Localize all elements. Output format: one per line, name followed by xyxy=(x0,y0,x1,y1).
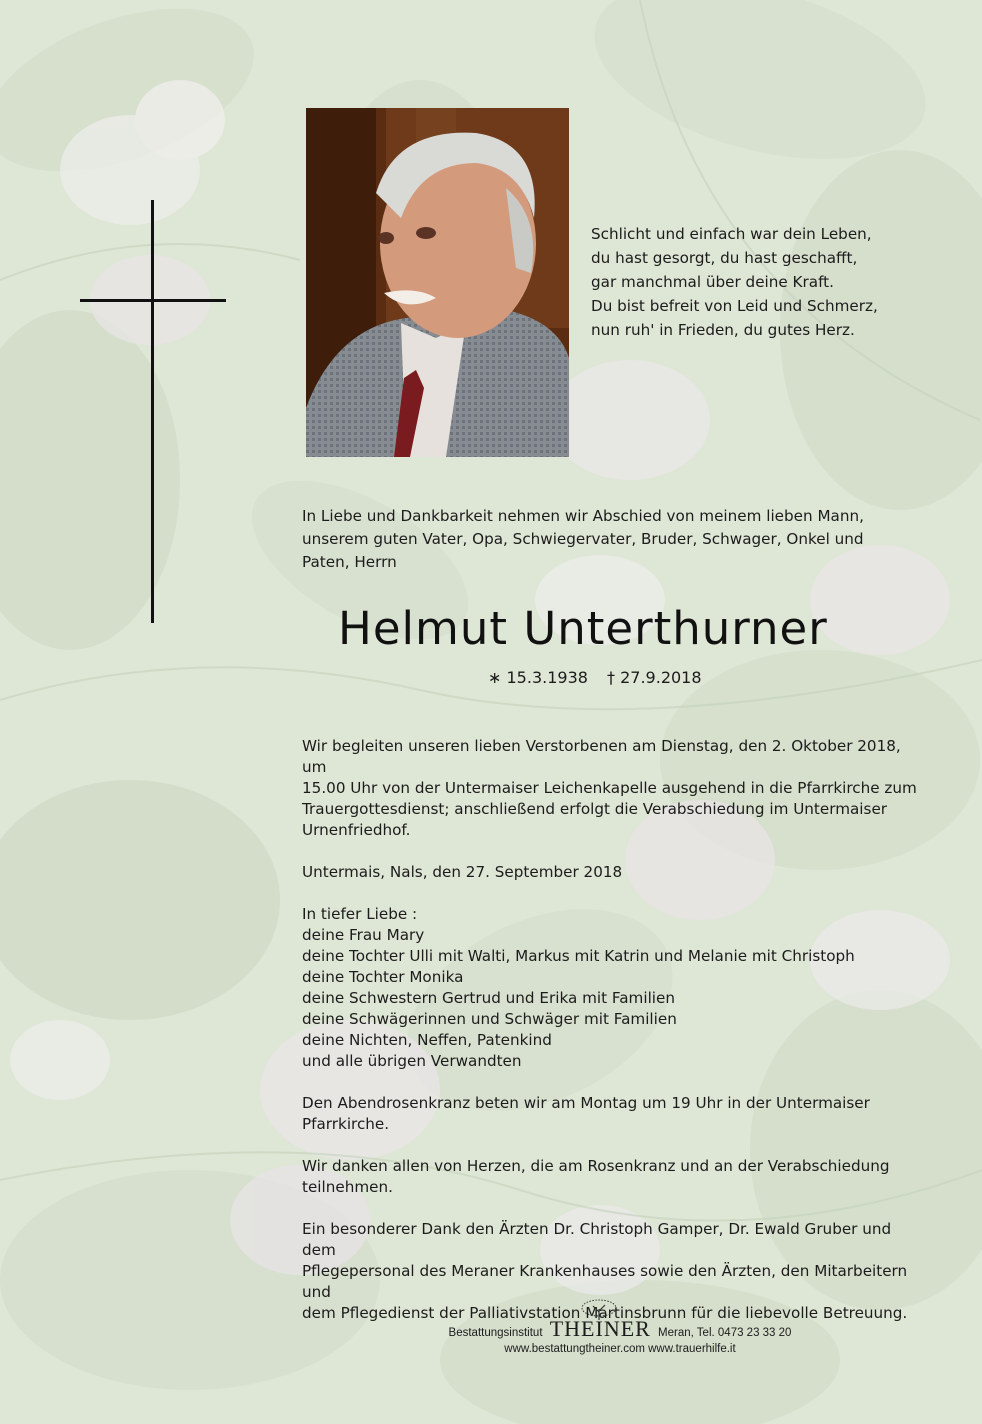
death-date: † 27.9.2018 xyxy=(607,668,702,687)
cross-horizontal-bar xyxy=(80,299,226,302)
mourner-line: deine Frau Mary xyxy=(302,926,425,944)
footer-web-links[interactable]: www.bestattungtheiner.com www.trauerhilfe.it xyxy=(504,1343,736,1355)
rosary-line: Den Abendrosenkranz beten wir am Montag um 19 Uhr in der Untermaiser xyxy=(302,1094,870,1112)
poem-line: nun ruh' in Frieden, du gutes Herz. xyxy=(591,321,855,339)
special-thanks-line: Ein besonderer Dank den Ärzten Dr. Christoph Gamper, Dr. Ewald Gruber und dem xyxy=(302,1220,892,1259)
birth-date: ∗ 15.3.1938 xyxy=(488,668,588,687)
place-date: Untermais, Nals, den 27. September 2018 xyxy=(302,863,623,881)
thanks-line: teilnehmen. xyxy=(302,1178,393,1196)
rosary-line: Pfarrkirche. xyxy=(302,1115,390,1133)
funeral-home-logo: THEINER xyxy=(549,1316,651,1341)
funeral-home-footer xyxy=(440,1298,800,1355)
intro-line: Paten, Herrn xyxy=(302,553,397,571)
funeral-line: Urnenfriedhof. xyxy=(302,821,411,839)
footer-contact: Meran, Tel. 0473 23 33 20 xyxy=(658,1327,792,1339)
intro-text xyxy=(302,505,902,574)
deceased-name: Helmut Unterthurner xyxy=(338,602,828,655)
cross-vertical-bar xyxy=(151,200,154,623)
poem-line: Du bist befreit von Leid und Schmerz, xyxy=(591,297,878,315)
mourner-line: deine Tochter Monika xyxy=(302,968,464,986)
funeral-line: Trauergottesdienst; anschließend erfolgt die Verabschiedung im Untermaiser xyxy=(302,800,888,818)
portrait-photo xyxy=(306,108,569,457)
mourner-line: und alle übrigen Verwandten xyxy=(302,1052,522,1070)
mourner-line: deine Tochter Ulli mit Walti, Markus mit Katrin und Melanie mit Christoph xyxy=(302,947,855,965)
intro-line: unserem guten Vater, Opa, Schwiegervater, Bruder, Schwager, Onkel und xyxy=(302,530,864,548)
announcement-body xyxy=(302,736,922,1324)
thanks-line: Wir danken allen von Herzen, die am Rosenkranz und an der Verabschiedung xyxy=(302,1157,890,1175)
mourner-line: deine Schwestern Gertrud und Erika mit Familien xyxy=(302,989,675,1007)
footer-prefix: Bestattungsinstitut xyxy=(448,1327,543,1339)
funeral-line: 15.00 Uhr von der Untermaiser Leichenkapelle ausgehend in die Pfarrkirche zum xyxy=(302,779,917,797)
intro-line: In Liebe und Dankbarkeit nehmen wir Abschied von meinem lieben Mann, xyxy=(302,507,864,525)
poem-line: gar manchmal über deine Kraft. xyxy=(591,273,834,291)
life-dates xyxy=(488,668,716,687)
mourner-line: deine Schwägerinnen und Schwäger mit Familien xyxy=(302,1010,677,1028)
mourners-heading: In tiefer Liebe : xyxy=(302,905,418,923)
mourner-line: deine Nichten, Neffen, Patenkind xyxy=(302,1031,552,1049)
special-thanks-line: dem Pflegedienst der Palliativstation Martinsbrunn für die liebevolle Betreuung. xyxy=(302,1304,908,1322)
funeral-line: Wir begleiten unseren lieben Verstorbenen am Dienstag, den 2. Oktober 2018, um xyxy=(302,737,901,776)
poem-line: Schlicht und einfach war dein Leben, xyxy=(591,225,872,243)
poem xyxy=(591,222,931,342)
special-thanks-line: Pflegepersonal des Meraner Krankenhauses sowie den Ärzten, den Mitarbeitern und xyxy=(302,1262,908,1301)
poem-line: du hast gesorgt, du hast geschafft, xyxy=(591,249,858,267)
